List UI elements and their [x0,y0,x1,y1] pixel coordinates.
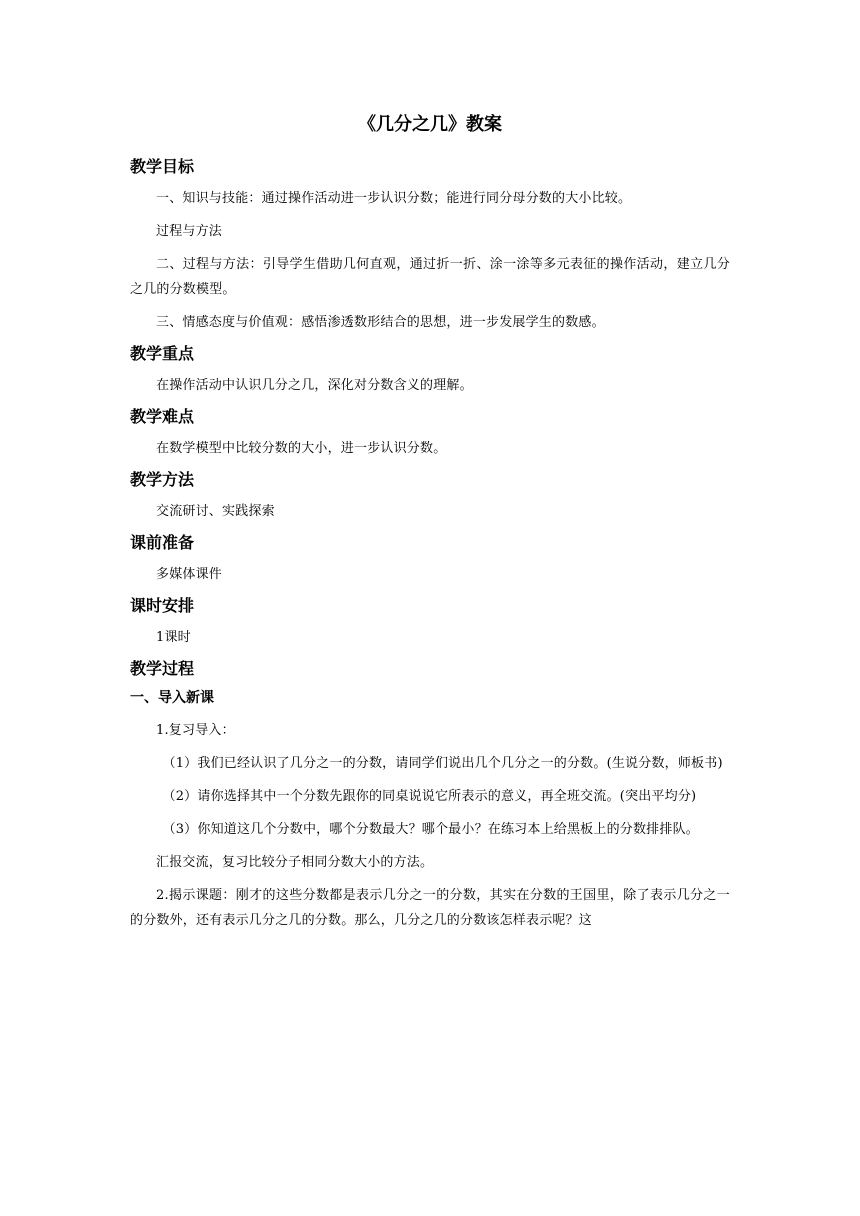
preparation-text: 多媒体课件 [156,567,223,582]
subheading-intro: 一、导入新课 [130,690,214,706]
heading-methods: 教学方法 [130,470,195,489]
heading-preparation: 课前准备 [130,533,195,552]
goals-process: 二、过程与方法：引导学生借助几何直观，通过折一折、涂一涂等多元表征的操作活动，建立几分之几的分数模型。 [130,257,730,297]
goals-emotion: 三、情感态度与价值观：感悟渗透数形结合的思想，进一步发展学生的数感。 [156,315,605,330]
heading-difficulties: 教学难点 [130,407,195,426]
process-step-3: （3）你知道这几个分数中，哪个分数最大？哪个最小？在练习本上给黑板上的分数排排队。 [162,822,699,837]
key-points-text: 在操作活动中认识几分之几，深化对分数含义的理解。 [156,378,473,393]
goals-process-label: 过程与方法 [156,224,223,239]
heading-process: 教学过程 [130,659,195,678]
process-summary: 汇报交流，复习比较分子相同分数大小的方法。 [156,855,434,870]
document-body [130,112,730,941]
schedule-text: 1课时 [156,630,191,645]
heading-schedule: 课时安排 [130,596,195,615]
process-reveal-topic: 2.揭示课题：刚才的这些分数都是表示几分之一的分数，其实在分数的王国里，除了表示几分之一的分数外，还有表示几分之几的分数。那么，几分之几的分数该怎样表示呢？这 [130,888,730,928]
goals-knowledge: 一、知识与技能：通过操作活动进一步认识分数；能进行同分母分数的大小比较。 [156,191,632,206]
document-title: 《几分之几》教案 [358,114,502,135]
process-step-1: （1）我们已经认识了几分之一的分数，请同学们说出几个几分之一的分数。(生说分数，师板书) [162,756,723,771]
process-step-2: （2）请你选择其中一个分数先跟你的同桌说说它所表示的意义，再全班交流。(突出平均分) [162,789,697,804]
heading-goals: 教学目标 [130,157,195,176]
difficulties-text: 在数学模型中比较分数的大小，进一步认识分数。 [156,441,447,456]
process-review-label: 1.复习导入： [156,723,235,738]
methods-text: 交流研讨、实践探索 [156,504,275,519]
heading-key-points: 教学重点 [130,344,195,363]
